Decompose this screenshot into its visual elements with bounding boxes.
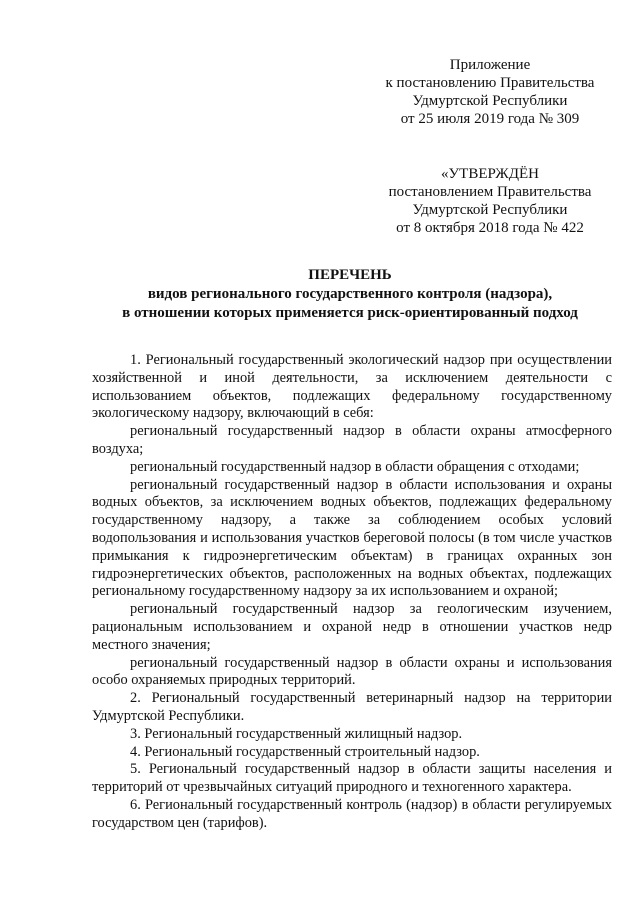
paragraph-item-3: 3. Региональный государственный жилищный надзор. [130,725,463,742]
appendix-line: Приложение [449,57,531,73]
document-body [92,352,612,833]
paragraph-item-2: 2. Региональный государственный ветеринарный надзор на территории Удмуртской Республики. [92,690,612,724]
approved-line: «УТВЕРЖДЁН [441,166,539,182]
title-line-2: в отношении которых применяется риск-ориентированный подход [122,305,578,321]
paragraph-item-4: 4. Региональный государственный строительный надзор. [130,743,480,760]
paragraph-subitem: региональный государственный надзор в области охраны атмосферного воздуха; [92,423,612,457]
approval-stamp-block [370,165,610,237]
approved-line: постановлением Правительства [388,184,592,200]
paragraph-item-1: 1. Региональный государственный экологический надзор при осуществлении хозяйственной и иной деятельности, за исключением деятельности с использованием объектов, подлежащих федеральному государственному экологическому надзору, включающий в себя: [92,352,612,422]
paragraph-item-6: 6. Региональный государственный контроль (надзор) в области регулируемых государством цен (тарифов). [92,796,612,831]
approved-line: Удмуртской Республики [412,202,568,218]
appendix-header [370,56,610,128]
approved-line: от 8 октября 2018 года № 422 [396,220,584,236]
paragraph-subitem: региональный государственный надзор в области обращения с отходами; [130,458,580,475]
document-title [60,266,640,323]
appendix-line: Удмуртской Республики [412,93,568,109]
paragraph-subitem: региональный государственный надзор в области охраны и использования особо охраняемых природных территорий. [92,654,612,689]
appendix-line: к постановлению Правительства [385,75,595,91]
title-line-1: видов регионального государственного контроля (надзора), [147,286,553,302]
paragraph-subitem: региональный государственный надзор в области использования и охраны водных объектов, за исключением водных объектов, подлежащих федеральному государственному надзору, а также за соблюдением особых условий водопользования и использования участков береговой полосы (в том числе участков примыкания к гидроэнергетическим объектам) в границах охранных зон гидроэнергетических объектов, расположенных на водных объектах, подлежащих региональному государственному надзору за их использованием и охраной; [92,476,612,600]
paragraph-item-5: 5. Региональный государственный надзор в области защиты населения и территорий от чрезвычайных ситуаций природного и техногенного характера. [92,761,612,796]
title-heading: ПЕРЕЧЕНЬ [308,267,392,283]
appendix-line: от 25 июля 2019 года № 309 [400,111,580,127]
paragraph-subitem: региональный государственный надзор за геологическим изучением, рациональным использованием и охраной недр в отношении участков недр местного значения; [92,601,612,653]
